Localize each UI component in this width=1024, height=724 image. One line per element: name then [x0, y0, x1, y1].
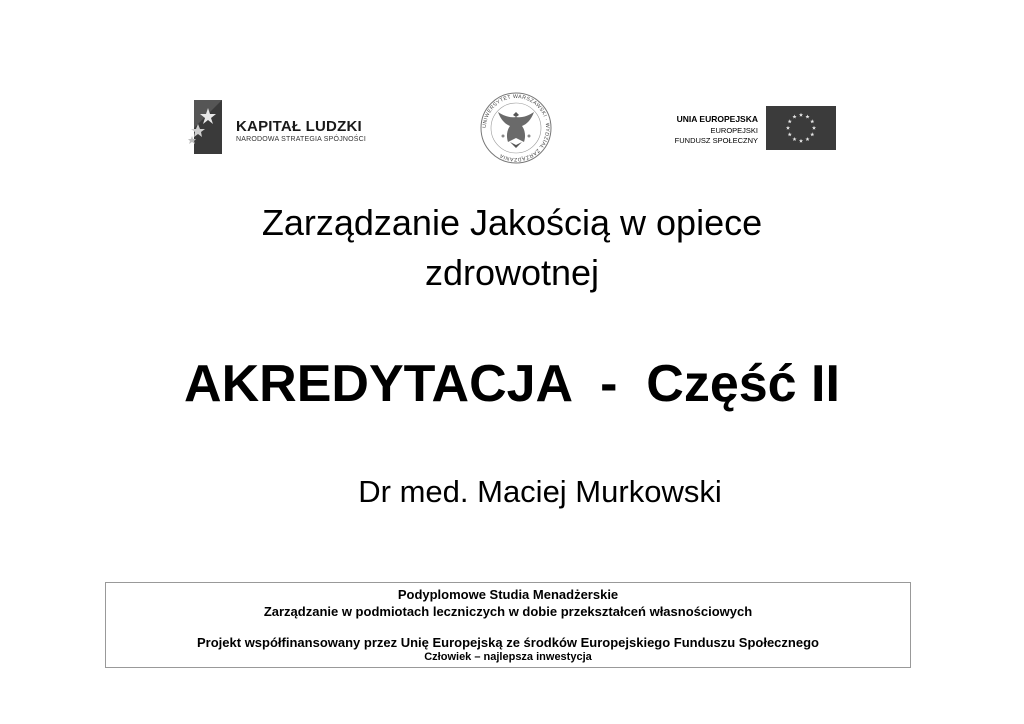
eu-line1: UNIA EUROPEJSKA — [676, 114, 758, 124]
footer-program-name: Podyplomowe Studia Menadżerskie — [397, 587, 619, 602]
eu-flag-icon — [766, 106, 836, 150]
university-seal-text: UNIWERSYTET WARSZAWSKI · WYDZIAŁ ZARZĄDZANIA — [481, 93, 551, 163]
eu-logo — [660, 104, 840, 152]
footer-slogan: Człowiek – najlepsza inwestycja — [424, 651, 592, 663]
university-eagle-seal-icon — [474, 90, 558, 166]
slide-title-line2: zdrowotnej — [424, 252, 600, 293]
eu-line2: EUROPEJSKI — [710, 126, 758, 135]
kapital-ludzki-subtitle: NARODOWA STRATEGIA SPÓJNOŚCI — [236, 136, 367, 143]
university-seal-logo — [474, 90, 558, 166]
footer-funding-note: Projekt współfinansowany przez Unię Europejską ze środków Europejskiego Funduszu Społecznego — [197, 635, 819, 650]
slide-title-line1: Zarządzanie Jakością w opiece — [261, 202, 763, 243]
author-name: Dr med. Maciej Murkowski — [358, 474, 722, 509]
kapital-ludzki-logo — [188, 98, 368, 158]
kapital-ludzki-title: KAPITAŁ LUDZKI — [236, 118, 362, 135]
footer-program-subtitle: Zarządzanie w podmiotach leczniczych w dobie przekształceń własnościowych — [263, 604, 753, 619]
eu-line3: FUNDUSZ SPOŁECZNY — [674, 136, 758, 145]
kapital-ludzki-emblem-icon — [188, 98, 228, 156]
footer-box — [105, 582, 911, 668]
main-title: AKREDYTACJA - Część II — [184, 355, 840, 413]
